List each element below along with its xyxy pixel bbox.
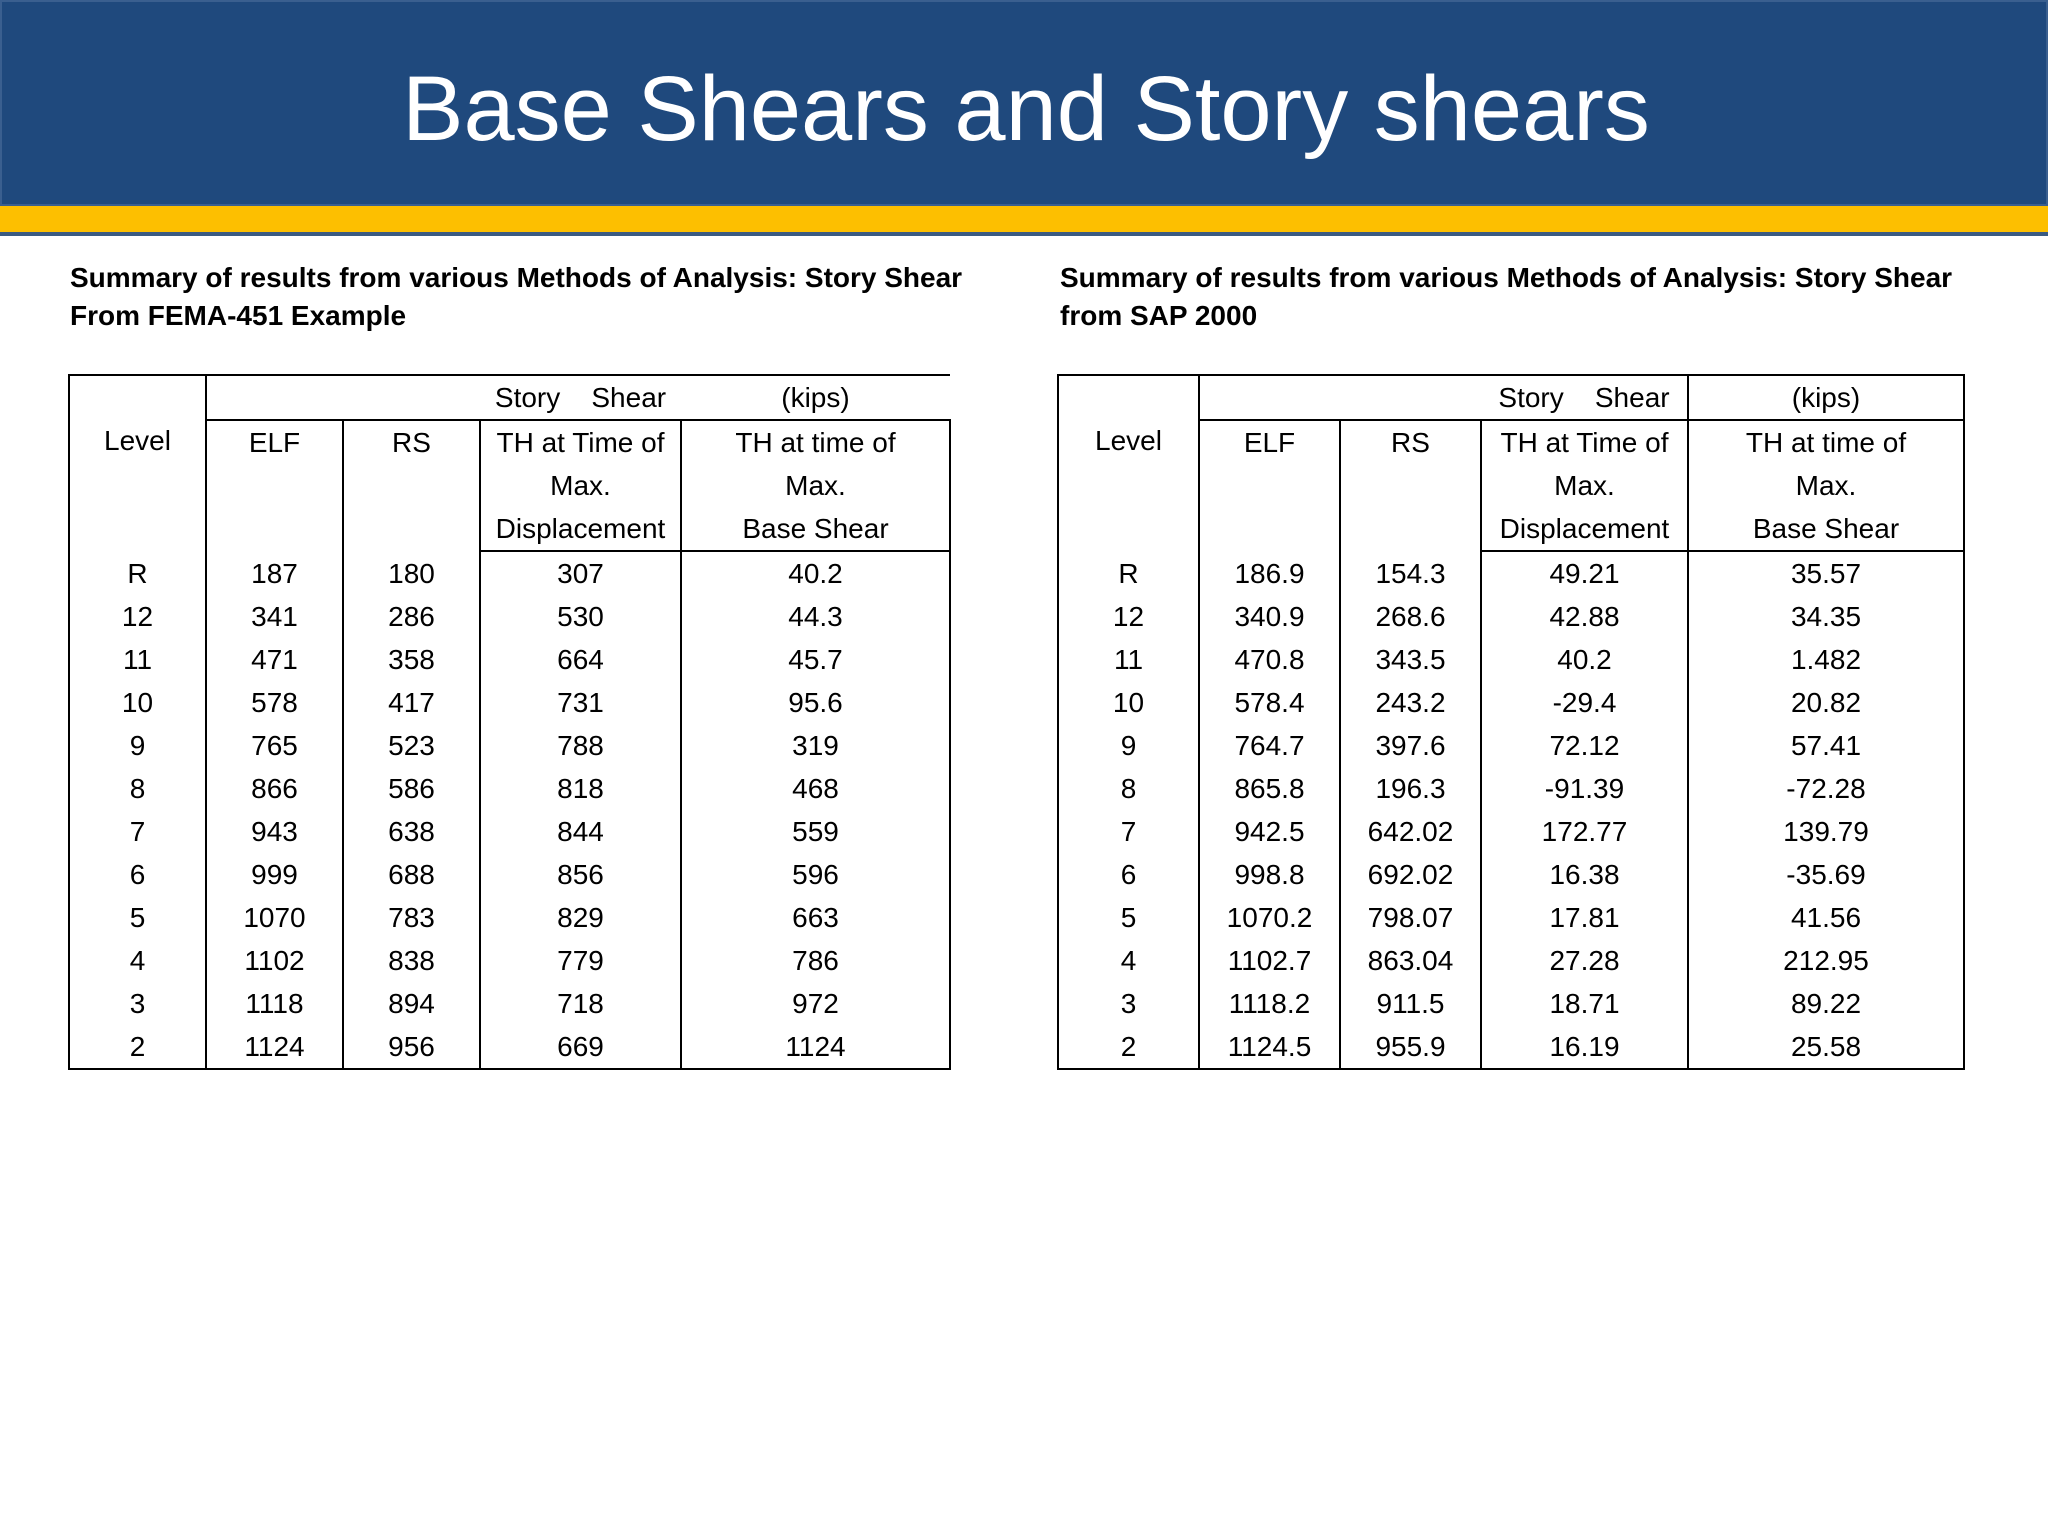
- table-row: R 187 180 307 40.2: [69, 551, 950, 595]
- table-row: 8 865.8 196.3 -91.39 -72.28: [1058, 767, 1964, 810]
- th-disp-header-line3: Displacement: [1481, 507, 1688, 551]
- th-disp-header-line2: Max.: [480, 464, 681, 507]
- rs-header: RS: [1340, 420, 1481, 551]
- th-base-header-line1: TH at time of: [681, 420, 950, 464]
- table-body: [1058, 551, 1964, 1069]
- th-disp-header-line1: TH at Time of: [1481, 420, 1688, 464]
- group-header-units: (kips): [681, 375, 950, 420]
- table-row: 7 942.5 642.02 172.77 139.79: [1058, 810, 1964, 853]
- table-row: 12 340.9 268.6 42.88 34.35: [1058, 595, 1964, 638]
- table-header: [69, 375, 950, 551]
- level-header: Level: [1058, 375, 1199, 551]
- table-row: R 186.9 154.3 49.21 35.57: [1058, 551, 1964, 595]
- table-row: 11 470.8 343.5 40.2 1.482: [1058, 638, 1964, 681]
- th-disp-header-line2: Max.: [1481, 464, 1688, 507]
- slide-title: Base Shears and Story shears: [402, 58, 1650, 160]
- th-base-header-line3: Base Shear: [681, 507, 950, 551]
- sap2000-story-shear-table: [1057, 374, 1965, 1070]
- table-row: 12 341 286 530 44.3: [69, 595, 950, 638]
- th-base-header-line3: Base Shear: [1688, 507, 1964, 551]
- th-disp-header-line1: TH at Time of: [480, 420, 681, 464]
- left-caption-line1: Summary of results from various Methods of Analysis: Story Shear: [70, 262, 963, 293]
- table-row: 2 1124 956 669 1124: [69, 1025, 950, 1069]
- right-caption-line2: from SAP 2000: [1060, 300, 1258, 331]
- table-row: 9 764.7 397.6 72.12 57.41: [1058, 724, 1964, 767]
- table-row: 2 1124.5 955.9 16.19 25.58: [1058, 1025, 1964, 1069]
- elf-header: ELF: [206, 420, 343, 551]
- group-header-story-shear: Story Shear: [480, 375, 681, 420]
- table-row: 6 999 688 856 596: [69, 853, 950, 896]
- rs-header: RS: [343, 420, 480, 551]
- right-caption-line1: Summary of results from various Methods of Analysis: Story Shear: [1060, 262, 1953, 293]
- table-row: 5 1070 783 829 663: [69, 896, 950, 939]
- table-row: 4 1102.7 863.04 27.28 212.95: [1058, 939, 1964, 982]
- table-row: 9 765 523 788 319: [69, 724, 950, 767]
- table-row: 3 1118.2 911.5 18.71 89.22: [1058, 982, 1964, 1025]
- th-base-header-line1: TH at time of: [1688, 420, 1964, 464]
- table-row: 10 578 417 731 95.6: [69, 681, 950, 724]
- table-row: 8 866 586 818 468: [69, 767, 950, 810]
- left-caption-line2: From FEMA-451 Example: [70, 300, 407, 331]
- group-header-story-shear: Story Shear: [1481, 375, 1688, 420]
- table-header: [1058, 375, 1964, 551]
- table-row: 3 1118 894 718 972: [69, 982, 950, 1025]
- accent-bar: [0, 206, 2048, 236]
- table-row: 11 471 358 664 45.7: [69, 638, 950, 681]
- table-row: 5 1070.2 798.07 17.81 41.56: [1058, 896, 1964, 939]
- th-base-header-line2: Max.: [1688, 464, 1964, 507]
- th-disp-header-line3: Displacement: [480, 507, 681, 551]
- table-row: 4 1102 838 779 786: [69, 939, 950, 982]
- table-row: 7 943 638 844 559: [69, 810, 950, 853]
- level-header: Level: [69, 375, 206, 551]
- fema-story-shear-table: [68, 374, 951, 1070]
- elf-header: ELF: [1199, 420, 1340, 551]
- title-banner: [0, 0, 2048, 206]
- table-row: 10 578.4 243.2 -29.4 20.82: [1058, 681, 1964, 724]
- table-body: [69, 551, 950, 1069]
- left-table-caption: [70, 259, 990, 335]
- th-base-header-line2: Max.: [681, 464, 950, 507]
- table-row: 6 998.8 692.02 16.38 -35.69: [1058, 853, 1964, 896]
- right-table-caption: [1060, 259, 1980, 335]
- group-header-units: (kips): [1688, 375, 1964, 420]
